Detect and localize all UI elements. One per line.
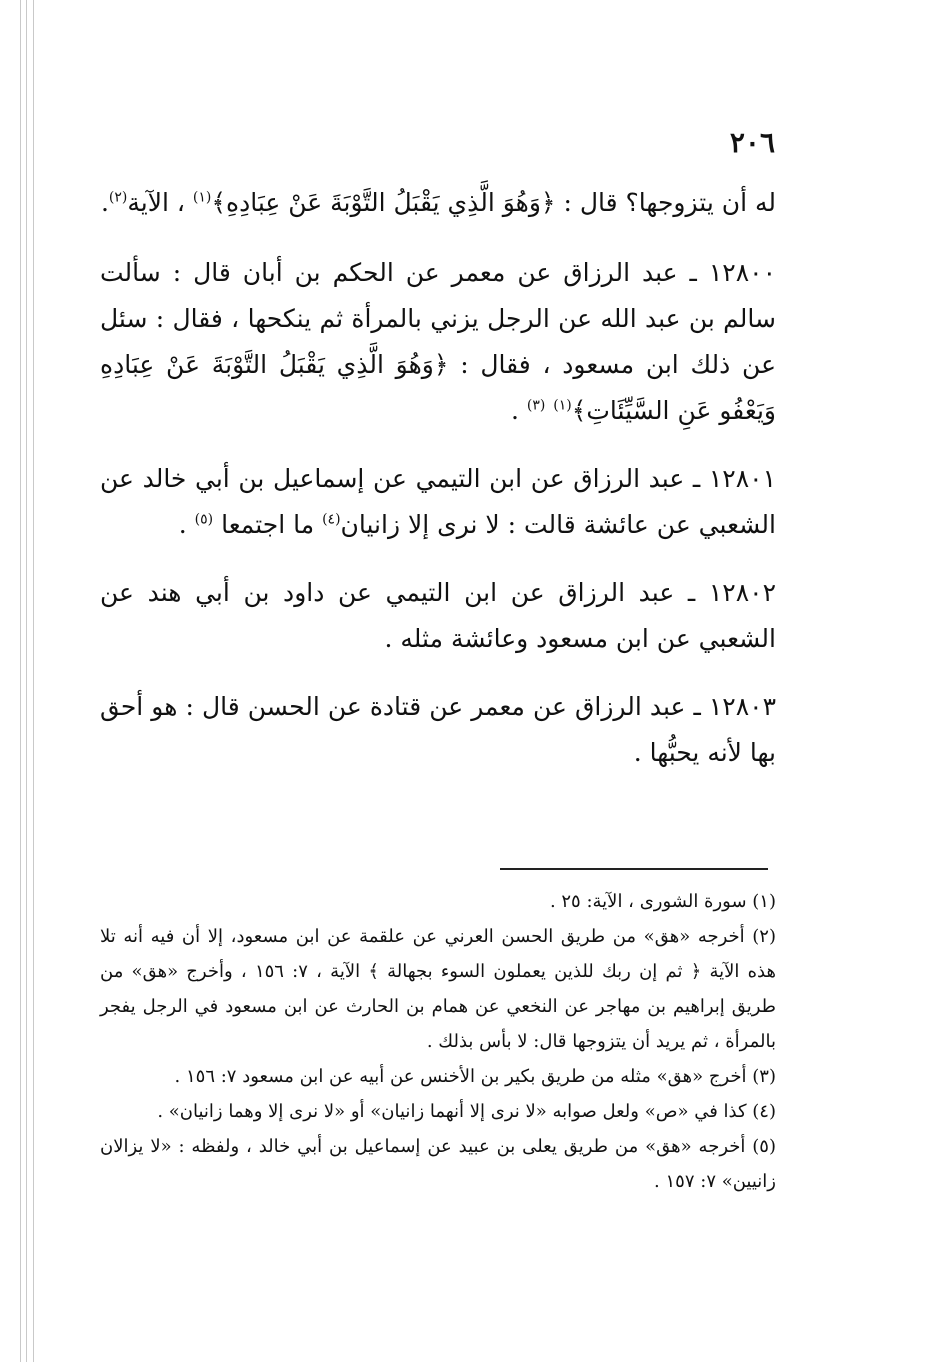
intro-text: له أن يتزوجها؟ قال : bbox=[555, 188, 776, 217]
hadith-text-end: . bbox=[178, 510, 195, 539]
hadith-text-mid: ما اجتمعا bbox=[221, 510, 323, 539]
intro-text-mid: ، الآية bbox=[127, 188, 193, 217]
quran-verse: ﴿وَهُوَ الَّذِي يَقْبَلُ التَّوْبَةَ عَنْ عِبَادِهِ﴾ bbox=[211, 188, 556, 217]
hadith-12802: ١٢٨٠٢ ـ عبد الرزاق عن ابن التيمي عن داود بن أبي هند عن الشعبي عن ابن مسعود وعائشة مثله . bbox=[100, 578, 776, 653]
hadith-12803: ١٢٨٠٣ ـ عبد الرزاق عن معمر عن قتادة عن الحسن قال : هو أحق بها لأنه يحبُّها . bbox=[100, 692, 776, 767]
hadith-text: ١٢٨٠١ ـ عبد الرزاق عن ابن التيمي عن إسماعيل بن أبي خالد عن الشعبي عن عائشة قالت : لا نرى إلا زانيان bbox=[100, 464, 776, 539]
footnote-separator bbox=[500, 868, 768, 870]
footnote-2: (٢) أخرجه «هق» من طريق الحسن العرني عن علقمة عن ابن مسعود، إلا أن فيه أنه تلا هذه الآية ﴿ ثم إن ربك للذين يعملون السوء بجهالة ﴾ الآية ، ٧: ١٥٦ ، وأخرج «هق» من طريق إبراهيم بن مهاجر عن النخعي عن همام بن الحارث عن ابن مسعود في الرجل يفجر بالمرأة ، ثم يريد أن يتزوجها قال: لا بأس بذلك . bbox=[100, 926, 776, 1052]
intro-paragraph bbox=[100, 180, 776, 226]
footnote-ref: (٢) bbox=[108, 189, 128, 206]
footnote-ref: (١) bbox=[553, 397, 572, 414]
footnotes bbox=[100, 884, 776, 1199]
footnote-ref: (١) bbox=[192, 189, 212, 206]
hadith-12801 bbox=[100, 456, 776, 548]
hadith-text: ١٢٨٠٠ ـ عبد الرزاق عن معمر عن الحكم بن أبان قال : سألت سالم بن عبد الله عن الرجل يزني بالمرأة ثم ينكحها ، فقال : سئل عن ذلك ابن مسعود ، فقال : bbox=[100, 258, 776, 379]
footnote-1: (١) سورة الشورى ، الآية: ٢٥ . bbox=[549, 891, 776, 912]
hadith-text-end: . bbox=[510, 396, 527, 425]
hadith-12800 bbox=[100, 250, 776, 434]
intro-text-end: . bbox=[100, 188, 109, 217]
footnote-ref: (٤) bbox=[322, 511, 341, 528]
left-margin-rule-2 bbox=[26, 0, 27, 1362]
quran-verse: ﴿وَهُوَ الَّذِي يَقْبَلُ التَّوْبَةَ عَنْ عِبَادِهِ وَيَعْفُو عَنِ السَّيِّئَاتِ﴾ bbox=[100, 350, 776, 425]
footnote-ref: (٥) bbox=[194, 511, 214, 528]
left-margin-rule-3 bbox=[33, 0, 34, 1362]
page-number: ٢٠٦ bbox=[729, 126, 775, 159]
footnote-4: (٤) كذا في «ص» ولعل صوابه «لا نرى إلا أنهما زانيان» أو «لا نرى إلا وهما زانيان» . bbox=[157, 1101, 776, 1122]
left-margin-rule-1 bbox=[20, 0, 21, 1362]
main-text bbox=[100, 180, 776, 798]
footnote-ref: (٣) bbox=[526, 397, 546, 414]
footnote-3: (٣) أخرج «هق» مثله من طريق بكير بن الأخنس عن أبيه عن ابن مسعود ٧: ١٥٦ . bbox=[174, 1066, 776, 1087]
footnote-5: (٥) أخرجه «هق» من طريق يعلى بن عبيد عن إسماعيل بن أبي خالد ، ولفظه : «لا يزالان زانيين» ٧: ١٥٧ . bbox=[100, 1136, 776, 1192]
